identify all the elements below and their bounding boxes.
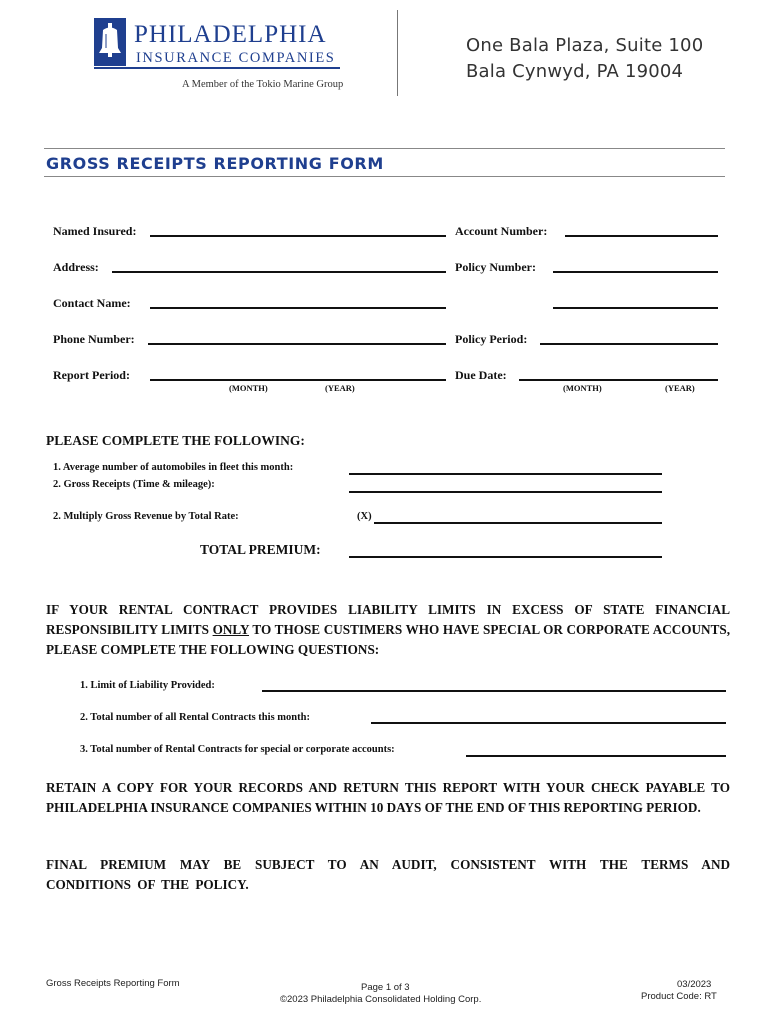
total-contracts-label: 2. Total number of all Rental Contracts this month:: [80, 712, 310, 723]
total-premium-label: TOTAL PREMIUM:: [200, 542, 321, 557]
total-premium-field[interactable]: [349, 556, 662, 558]
named-insured-label: Named Insured:: [53, 224, 137, 238]
audit-notice: FINAL PREMIUM MAY BE SUBJECT TO AN AUDIT, CONSISTENT WITH THE TERMS AND CONDITIONS OF THE POLICY.: [46, 857, 730, 892]
due-date-field[interactable]: [519, 379, 718, 381]
phone-number-label: Phone Number:: [53, 332, 135, 346]
multiply-field[interactable]: [374, 522, 662, 524]
footer-date: 03/2023: [677, 979, 712, 990]
phone-number-field[interactable]: [148, 343, 446, 345]
report-period-label: Report Period:: [53, 368, 130, 382]
form-title: GROSS RECEIPTS REPORTING FORM: [46, 154, 384, 173]
avg-automobiles-label: 1. Average number of automobiles in fleet this month:: [53, 462, 294, 473]
company-name: PHILADELPHIA: [134, 21, 327, 48]
due-year-caption: (YEAR): [665, 383, 695, 393]
policy-period-field[interactable]: [540, 343, 718, 345]
account-number-label: Account Number:: [455, 224, 548, 238]
logo-divider: [94, 67, 340, 69]
liability-text-part1: IF YOUR RENTAL CONTRACT PROVIDES LIABILITY LIMITS IN EXCESS OF STATE FINANCIAL RESPONSIBILITY LIMITS: [46, 602, 730, 637]
report-month-caption: (MONTH): [229, 383, 268, 393]
gross-receipts-label: 2. Gross Receipts (Time & mileage):: [53, 479, 215, 490]
policy-period-label: Policy Period:: [455, 332, 528, 346]
due-month-caption: (MONTH): [563, 383, 602, 393]
avg-automobiles-field[interactable]: [349, 473, 662, 475]
report-period-field[interactable]: [150, 379, 446, 381]
due-date-label: Due Date:: [455, 368, 507, 382]
account-number-field[interactable]: [565, 235, 718, 237]
address-line-2: Bala Cynwyd, PA 19004: [466, 61, 684, 82]
footer-form-name: Gross Receipts Reporting Form: [46, 978, 180, 989]
policy-number-label: Policy Number:: [455, 260, 536, 274]
total-contracts-field[interactable]: [371, 722, 726, 724]
title-top-rule: [44, 148, 725, 149]
footer-page-number: Page 1 of 3: [361, 982, 410, 993]
title-bottom-rule: [44, 176, 725, 177]
contact-name-field[interactable]: [150, 307, 446, 309]
policy-number-field-2[interactable]: [553, 307, 718, 309]
header-separator: [397, 10, 398, 96]
multiply-label: 2. Multiply Gross Revenue by Total Rate:: [53, 511, 239, 522]
gross-receipts-field[interactable]: [349, 491, 662, 493]
liberty-bell-logo-icon: [94, 18, 126, 66]
special-contracts-label: 3. Total number of Rental Contracts for special or corporate accounts:: [80, 744, 395, 755]
only-emphasis: ONLY: [212, 622, 249, 637]
liability-text-part2: TO THOSE CUSTIMERS WHO HAVE SPECIAL OR CORPORATE ACCOUNTS, PLEASE COMPLETE THE FOLLOWING QUESTIONS:: [46, 622, 731, 657]
limit-liability-label: 1. Limit of Liability Provided:: [80, 680, 215, 691]
member-text: A Member of the Tokio Marine Group: [182, 79, 344, 90]
liability-instructions: [46, 600, 730, 660]
limit-liability-field[interactable]: [262, 690, 726, 692]
contact-name-label: Contact Name:: [53, 296, 131, 310]
multiply-marker: (X): [357, 511, 372, 522]
address-field[interactable]: [112, 271, 446, 273]
company-name-subtitle: INSURANCE COMPANIES: [136, 50, 336, 66]
special-contracts-field[interactable]: [466, 755, 726, 757]
address-line-1: One Bala Plaza, Suite 100: [466, 35, 704, 56]
address-label: Address:: [53, 260, 99, 274]
complete-heading: PLEASE COMPLETE THE FOLLOWING:: [46, 433, 305, 448]
retain-notice: RETAIN A COPY FOR YOUR RECORDS AND RETURN THIS REPORT WITH YOUR CHECK PAYABLE TO PHILADELPHIA INSURANCE COMPANIES WITHIN 10 DAYS OF THE END OF THIS REPORTING PERIOD.: [46, 780, 730, 815]
policy-number-field[interactable]: [553, 271, 718, 273]
footer-product-code: Product Code: RT: [641, 991, 717, 1002]
report-year-caption: (YEAR): [325, 383, 355, 393]
footer-copyright: ©2023 Philadelphia Consolidated Holding Corp.: [280, 994, 482, 1005]
named-insured-field[interactable]: [150, 235, 446, 237]
